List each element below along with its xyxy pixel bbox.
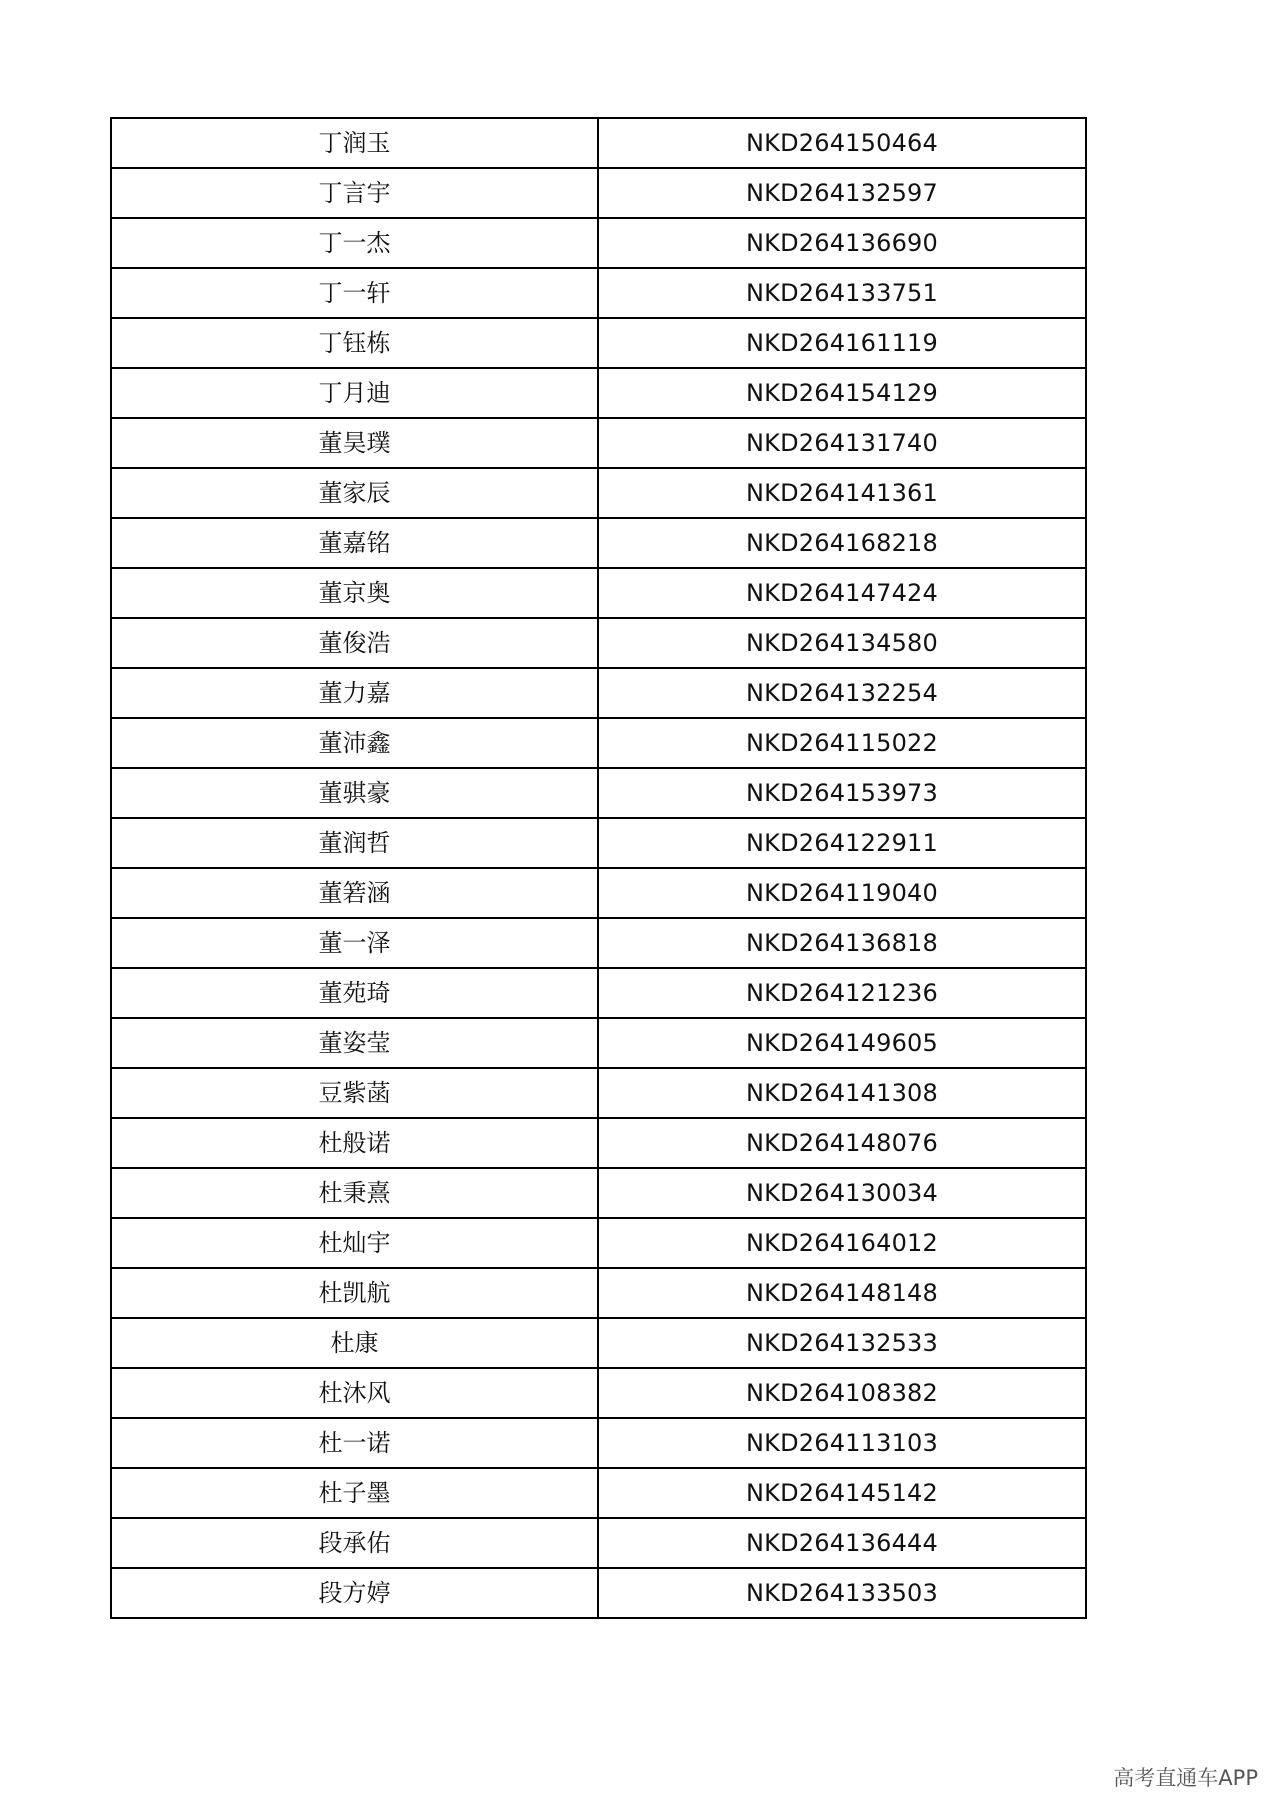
student-id-cell: NKD264134580 <box>598 618 1086 668</box>
table-row <box>111 218 1086 268</box>
student-name-cell: 丁润玉 <box>111 118 598 168</box>
table-row <box>111 268 1086 318</box>
student-name-cell: 豆紫菡 <box>111 1068 598 1118</box>
student-name-cell: 丁言宇 <box>111 168 598 218</box>
student-name-cell: 董京奥 <box>111 568 598 618</box>
student-name-cell: 董家辰 <box>111 468 598 518</box>
student-name-cell: 杜凯航 <box>111 1268 598 1318</box>
table-row <box>111 1068 1086 1118</box>
table-row <box>111 1318 1086 1368</box>
table-row <box>111 668 1086 718</box>
student-id-cell: NKD264150464 <box>598 118 1086 168</box>
student-name-cell: 董骐豪 <box>111 768 598 818</box>
student-name-cell: 董一泽 <box>111 918 598 968</box>
student-name-cell: 杜秉熹 <box>111 1168 598 1218</box>
student-id-cell: NKD264153973 <box>598 768 1086 818</box>
table-row <box>111 1018 1086 1068</box>
student-id-cell: NKD264130034 <box>598 1168 1086 1218</box>
student-name-cell: 董箬涵 <box>111 868 598 918</box>
table-row <box>111 1468 1086 1518</box>
student-id-cell: NKD264147424 <box>598 568 1086 618</box>
student-name-cell: 杜一诺 <box>111 1418 598 1468</box>
student-name-cell: 丁月迪 <box>111 368 598 418</box>
student-name-cell: 董沛鑫 <box>111 718 598 768</box>
student-name-cell: 董俊浩 <box>111 618 598 668</box>
table-row <box>111 1568 1086 1618</box>
student-id-cell: NKD264133503 <box>598 1568 1086 1618</box>
student-name-cell: 杜沐风 <box>111 1368 598 1418</box>
table-row <box>111 568 1086 618</box>
table-row <box>111 318 1086 368</box>
student-id-cell: NKD264132254 <box>598 668 1086 718</box>
student-name-cell: 杜子墨 <box>111 1468 598 1518</box>
student-id-cell: NKD264119040 <box>598 868 1086 918</box>
student-name-cell: 杜般诺 <box>111 1118 598 1168</box>
student-id-cell: NKD264145142 <box>598 1468 1086 1518</box>
student-id-cell: NKD264115022 <box>598 718 1086 768</box>
table-row <box>111 1418 1086 1468</box>
table-row <box>111 518 1086 568</box>
table-row <box>111 1118 1086 1168</box>
student-name-cell: 段方婷 <box>111 1568 598 1618</box>
student-id-cell: NKD264136690 <box>598 218 1086 268</box>
student-name-cell: 丁一轩 <box>111 268 598 318</box>
student-name-cell: 丁钰栋 <box>111 318 598 368</box>
table-row <box>111 1368 1086 1418</box>
table-body <box>111 118 1086 1618</box>
student-name-cell: 丁一杰 <box>111 218 598 268</box>
table-row <box>111 118 1086 168</box>
student-name-cell: 董润哲 <box>111 818 598 868</box>
student-name-cell: 杜康 <box>111 1318 598 1368</box>
student-name-cell: 杜灿宇 <box>111 1218 598 1268</box>
table-row <box>111 1218 1086 1268</box>
table-row <box>111 918 1086 968</box>
student-name-cell: 董嘉铭 <box>111 518 598 568</box>
student-id-cell: NKD264168218 <box>598 518 1086 568</box>
student-id-cell: NKD264122911 <box>598 818 1086 868</box>
student-id-cell: NKD264149605 <box>598 1018 1086 1068</box>
student-id-table <box>110 117 1087 1619</box>
table-row <box>111 468 1086 518</box>
table-row <box>111 768 1086 818</box>
student-name-cell: 董昊璞 <box>111 418 598 468</box>
student-id-cell: NKD264136444 <box>598 1518 1086 1568</box>
table-row <box>111 618 1086 668</box>
student-id-cell: NKD264121236 <box>598 968 1086 1018</box>
table-row <box>111 1268 1086 1318</box>
student-id-cell: NKD264141308 <box>598 1068 1086 1118</box>
table-row <box>111 968 1086 1018</box>
table-row <box>111 1518 1086 1568</box>
student-id-cell: NKD264154129 <box>598 368 1086 418</box>
student-id-cell: NKD264132597 <box>598 168 1086 218</box>
watermark-text: 高考直通车APP <box>1113 1766 1258 1790</box>
student-id-cell: NKD264161119 <box>598 318 1086 368</box>
student-id-cell: NKD264148148 <box>598 1268 1086 1318</box>
table-row <box>111 418 1086 468</box>
table-row <box>111 718 1086 768</box>
student-id-cell: NKD264136818 <box>598 918 1086 968</box>
table-row <box>111 1168 1086 1218</box>
student-id-cell: NKD264108382 <box>598 1368 1086 1418</box>
student-id-cell: NKD264148076 <box>598 1118 1086 1168</box>
table-row <box>111 868 1086 918</box>
student-id-cell: NKD264131740 <box>598 418 1086 468</box>
student-name-cell: 董姿莹 <box>111 1018 598 1068</box>
table-row <box>111 368 1086 418</box>
student-name-cell: 段承佑 <box>111 1518 598 1568</box>
student-id-cell: NKD264132533 <box>598 1318 1086 1368</box>
table-row <box>111 168 1086 218</box>
student-name-cell: 董苑琦 <box>111 968 598 1018</box>
student-id-cell: NKD264141361 <box>598 468 1086 518</box>
student-id-cell: NKD264133751 <box>598 268 1086 318</box>
student-id-cell: NKD264113103 <box>598 1418 1086 1468</box>
table-row <box>111 818 1086 868</box>
student-name-cell: 董力嘉 <box>111 668 598 718</box>
student-id-cell: NKD264164012 <box>598 1218 1086 1268</box>
